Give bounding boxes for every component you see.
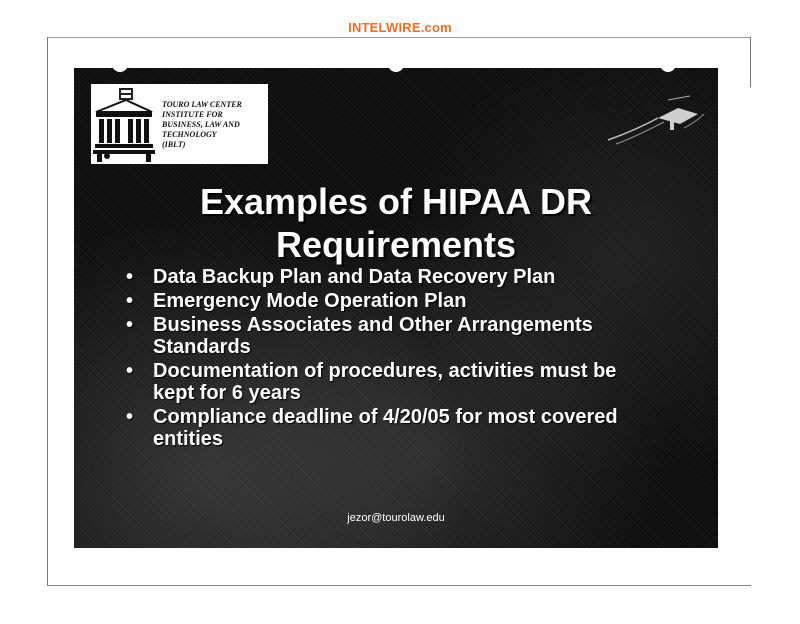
slide-title-line: Examples of HIPAA DR xyxy=(199,181,593,222)
frame-border-top xyxy=(47,37,751,38)
slide-title xyxy=(74,180,718,266)
footer-email[interactable]: jezor@tourolaw.edu xyxy=(347,512,445,524)
courthouse-icon xyxy=(93,86,155,162)
slide-title-line: Requirements xyxy=(275,224,517,265)
bullet-icon: • xyxy=(126,266,134,288)
frame-border-right xyxy=(750,37,751,87)
list-item xyxy=(126,290,686,312)
logo-line: (IBLT) xyxy=(162,140,186,149)
site-header[interactable]: INTELWIRE.com xyxy=(348,20,452,35)
list-item-text: Compliance deadline of 4/20/05 for most covered xyxy=(153,406,618,428)
requirements-list xyxy=(126,266,686,452)
logo-line: TOURO LAW CENTER xyxy=(162,100,242,109)
frame-border-bottom xyxy=(47,585,751,586)
list-item xyxy=(126,266,686,288)
list-item-text: entities xyxy=(153,428,224,450)
list-item xyxy=(126,360,686,404)
logo-text xyxy=(162,100,242,150)
list-item-text: Documentation of procedures, activities must be xyxy=(153,360,617,382)
punch-hole xyxy=(660,62,676,72)
bullet-icon: • xyxy=(126,360,134,382)
punch-hole xyxy=(112,62,128,72)
list-item xyxy=(126,314,686,358)
presentation-slide xyxy=(74,68,718,548)
logo-line: TECHNOLOGY xyxy=(162,130,217,139)
list-item xyxy=(126,406,686,450)
list-item-text: Emergency Mode Operation Plan xyxy=(153,290,467,312)
punch-hole xyxy=(388,62,404,72)
bullet-icon: • xyxy=(126,290,134,312)
list-item-text: Standards xyxy=(153,336,251,358)
logo-line: BUSINESS, LAW AND xyxy=(162,120,240,129)
list-item-text: Business Associates and Other Arrangements xyxy=(153,314,593,336)
frame-border-left xyxy=(47,37,48,585)
bullet-icon: • xyxy=(126,406,134,428)
list-item-text: Data Backup Plan and Data Recovery Plan xyxy=(153,266,556,288)
graduation-cap-icon xyxy=(598,78,708,158)
iblt-logo xyxy=(91,84,268,164)
list-item-text: kept for 6 years xyxy=(153,382,301,404)
bullet-icon: • xyxy=(126,314,134,336)
logo-line: INSTITUTE FOR xyxy=(162,110,223,119)
